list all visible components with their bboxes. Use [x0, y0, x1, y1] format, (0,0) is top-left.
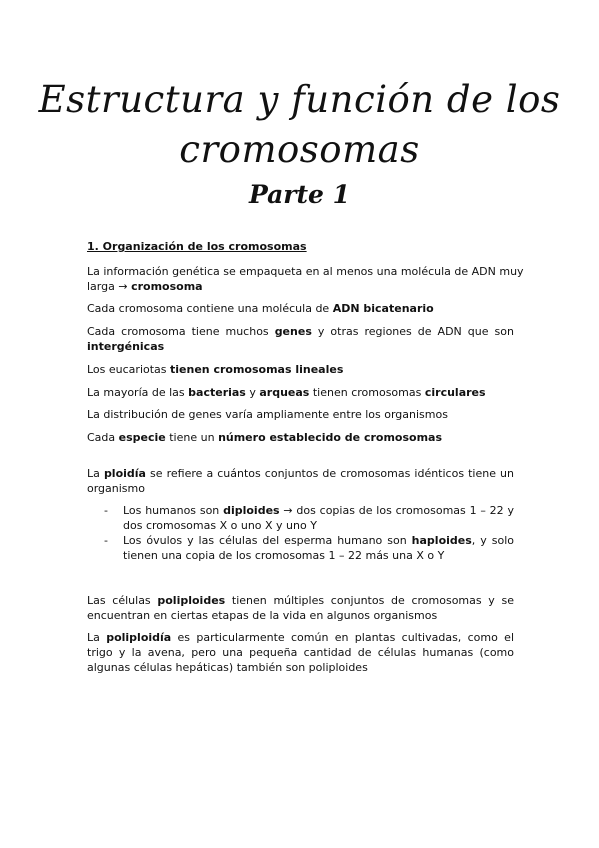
paragraph-3 — [87, 324, 514, 354]
paragraph-9-bold: poliploides — [157, 594, 226, 607]
page-subtitle: Parte 1 — [248, 180, 351, 209]
paragraph-4-text: Los eucariotas — [87, 363, 171, 376]
paragraph-2 — [87, 301, 434, 316]
paragraph-9 — [87, 593, 514, 623]
paragraph-8-text-1: La — [87, 467, 104, 480]
paragraph-8-bold: ploidía — [103, 467, 146, 480]
paragraph-3-bold-2: intergénicas — [87, 340, 165, 353]
paragraph-10-text-2: es particularmente común en plantas cultivadas, como el trigo y la avena, pero una pequeña cantidad de células humanas (como algunas células hepáticas) también son poliploides — [87, 631, 515, 674]
paragraph-5-text-2: y — [245, 386, 260, 399]
paragraph-5-bold-3: circulares — [424, 386, 486, 399]
paragraph-6: La distribución de genes varía ampliamente entre los organismos — [87, 408, 448, 421]
paragraph-2-bold: ADN bicatenario — [332, 302, 434, 315]
bullet-marker-2: - — [104, 534, 108, 547]
paragraph-8-text-2: se refiere a cuántos conjuntos de cromosomas idénticos tiene un organismo — [87, 467, 514, 495]
paragraph-3-bold-1: genes — [274, 325, 312, 338]
paragraph-4 — [87, 362, 343, 377]
bullet-1-text-2: → dos copias de los cromosomas 1 – 22 y dos cromosomas X o uno X y uno Y — [123, 504, 514, 532]
paragraph-1-line-1: La información genética se empaqueta en al menos una molécula de ADN muy — [87, 265, 524, 278]
paragraph-9-text-2: tienen múltiples conjuntos de cromosomas y se encuentran en ciertas etapas de la vida en algunos organismos — [87, 594, 515, 622]
paragraph-7 — [87, 430, 442, 445]
paragraph-3-text-2: y otras regiones de ADN que son — [311, 325, 514, 338]
paragraph-2-text: Cada cromosoma contiene una molécula de — [87, 302, 333, 315]
paragraph-10 — [87, 630, 514, 675]
paragraph-1-text: larga → — [87, 280, 132, 293]
paragraph-9-text-1: Las células — [87, 594, 158, 607]
section-heading: 1. Organización de los cromosomas — [87, 240, 307, 253]
paragraph-7-bold-2: número establecido de cromosomas — [218, 431, 443, 444]
paragraph-1-line-2 — [87, 279, 203, 294]
paragraph-5-bold-1: bacterias — [188, 386, 246, 399]
paragraph-5-bold-2: arqueas — [259, 386, 310, 399]
bullet-item-2 — [123, 533, 514, 563]
bullet-2-text-1: Los óvulos y las células del esperma humano son — [123, 534, 412, 547]
bullet-item-1 — [123, 503, 514, 533]
paragraph-1-bold: cromosoma — [131, 280, 203, 293]
bullet-marker-1: - — [104, 504, 108, 517]
paragraph-3-text: Cada cromosoma tiene muchos — [87, 325, 275, 338]
bullet-1-text-1: Los humanos son — [123, 504, 224, 517]
page-title-line-1: Estructura y función de los — [38, 78, 561, 121]
bullet-2-bold: haploides — [411, 534, 472, 547]
paragraph-7-text-1: Cada — [87, 431, 119, 444]
paragraph-10-bold: poliploidía — [106, 631, 172, 644]
paragraph-7-text-2: tiene un — [165, 431, 219, 444]
paragraph-8 — [87, 466, 514, 496]
bullet-2-text-2: , y solo tienen una copia de los cromosomas 1 – 22 más una X o Y — [123, 534, 514, 562]
paragraph-5-text-3: tienen cromosomas — [309, 386, 425, 399]
paragraph-5-text-1: La mayoría de las — [87, 386, 189, 399]
paragraph-4-bold: tienen cromosomas lineales — [170, 363, 344, 376]
paragraph-10-text-1: La — [87, 631, 107, 644]
bullet-1-bold: diploides — [223, 504, 280, 517]
paragraph-5 — [87, 385, 486, 400]
paragraph-7-bold-1: especie — [118, 431, 166, 444]
page-title-line-2: cromosomas — [179, 128, 420, 171]
